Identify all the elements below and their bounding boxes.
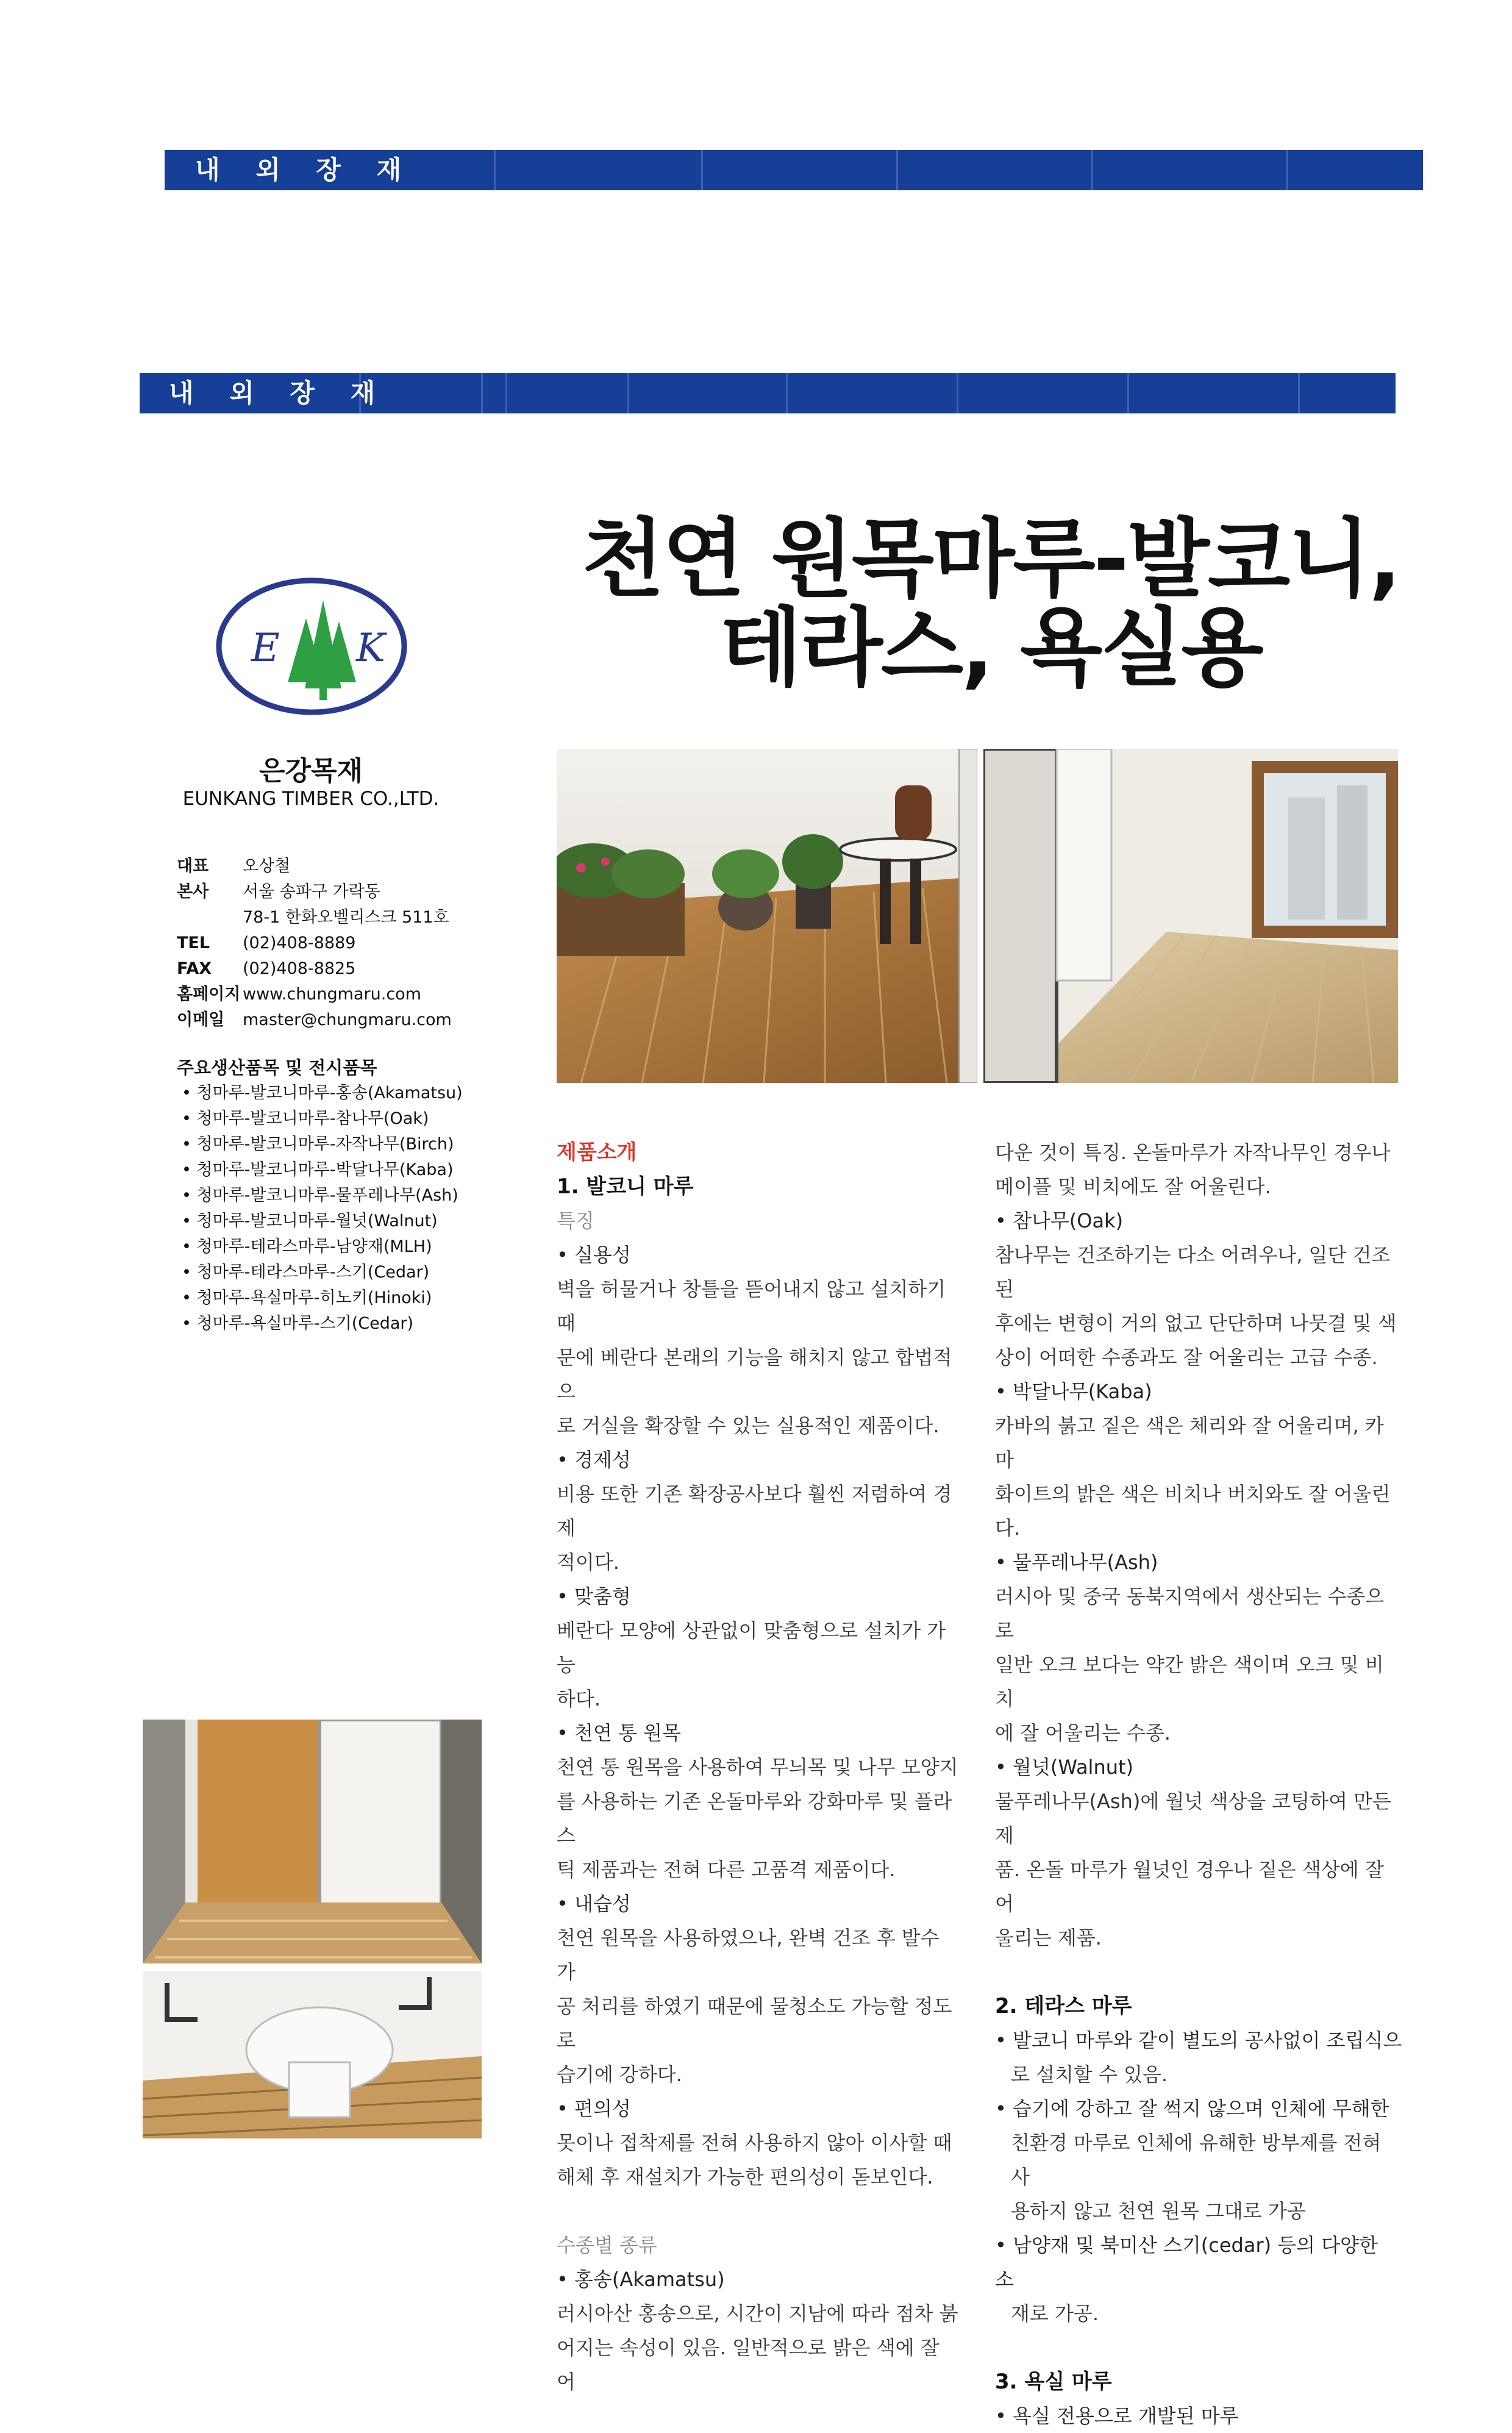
- body-line: 비용 또한 기존 확장공사보다 훨씬 저렴하여 경제: [557, 1482, 952, 1540]
- room-floor-photo: [983, 749, 1398, 1083]
- list-item: • 청마루-테라스마루-스기(Cedar): [182, 1260, 482, 1285]
- info-value: 78-1 한화오벨리스크 511호: [243, 908, 449, 927]
- subheading: 수종별 종류: [557, 2234, 657, 2257]
- article-title-line: 천연 원목마루-발코니,: [582, 510, 1400, 609]
- band-divider: [1286, 150, 1288, 190]
- body-line: 벽을 허물거나 창틀을 뜯어내지 않고 설치하기 때: [557, 1277, 946, 1335]
- band-divider: [957, 373, 958, 413]
- body-line: 어지는 속성이 있음. 일반적으로 밝은 색에 잘 어: [557, 2336, 940, 2393]
- bullet-item: • 내습성: [557, 1892, 631, 1915]
- bullet-item: • 맞춤형: [557, 1585, 631, 1608]
- body-line: 에 잘 어울리는 수종.: [995, 1721, 1171, 1745]
- bullet-item: • 참나무(Oak): [995, 1209, 1124, 1232]
- body-line: 천연 원목을 사용하였으나, 완벽 건조 후 발수 가: [557, 1926, 940, 1984]
- body-line: 일반 오크 보다는 약간 밝은 색이며 오크 및 비치: [995, 1653, 1384, 1710]
- list-item: • 청마루-발코니마루-홍송(Akamatsu): [182, 1081, 482, 1106]
- info-label: 대표: [177, 857, 209, 876]
- body-line: 로 거실을 확장할 수 있는 실용적인 제품이다.: [557, 1414, 940, 1437]
- body-line: 메이플 및 비치에도 잘 어울린다.: [995, 1175, 1271, 1198]
- body-line: 후에는 변형이 거의 없고 단단하며 나뭇결 및 색: [995, 1312, 1397, 1335]
- bullet-item: • 편의성: [557, 2097, 631, 2120]
- info-row: [177, 956, 469, 982]
- band-divider: [896, 150, 898, 190]
- bathroom-door-photo: [143, 1720, 482, 1963]
- body-line: 적이다.: [557, 1551, 619, 1574]
- article-title: [549, 510, 1433, 698]
- body-line: 공 처리를 하였기 때문에 물청소도 가능할 정도로: [557, 1995, 952, 2052]
- body-line: 러시아산 홍송으로, 시간이 지남에 따라 점차 붉: [557, 2302, 958, 2325]
- band-divider: [494, 150, 496, 190]
- article-column-2: [995, 1135, 1402, 2433]
- body-line: 화이트의 밝은 색은 비치나 버치와도 잘 어울린다.: [995, 1482, 1391, 1540]
- section-heading: 제품소개: [557, 1140, 637, 1165]
- section-heading: 2. 테라스 마루: [995, 1994, 1132, 2018]
- band-divider: [627, 373, 629, 413]
- subheading: 특징: [557, 1209, 594, 1232]
- info-label: [177, 905, 243, 931]
- list-item: • 청마루-발코니마루-박달나무(Kaba): [182, 1157, 482, 1183]
- body-line: 다운 것이 특징. 온돌마루가 자작나무인 경우나: [995, 1141, 1391, 1164]
- product-list: [177, 1055, 482, 1337]
- product-list-title: 주요생산품목 및 전시품목: [177, 1057, 377, 1078]
- article-column-1: [557, 1135, 962, 2399]
- list-item: • 청마루-발코니마루-물푸레나무(Ash): [182, 1183, 482, 1209]
- info-label: FAX: [177, 959, 212, 978]
- body-line: 재로 가공.: [1011, 2302, 1099, 2325]
- section-heading: 1. 발코니 마루: [557, 1174, 694, 1199]
- body-line: 품. 온돌 마루가 월넛인 경우나 짙은 색상에 잘 어: [995, 1858, 1384, 1915]
- info-row: [177, 1007, 469, 1033]
- info-row: [177, 931, 469, 956]
- section-band-main: [140, 373, 1396, 413]
- body-line: 상이 어떠한 수종과도 잘 어울리는 고급 수종.: [995, 1346, 1378, 1369]
- spacer: [557, 2194, 962, 2228]
- bathroom-toilet-photo: [143, 1971, 482, 2138]
- company-name-korean: 은강목재: [259, 756, 363, 787]
- info-row: [177, 905, 469, 931]
- email-link[interactable]: master@chungmaru.com: [243, 1010, 452, 1029]
- band-label: 내 외 장 재: [169, 378, 389, 408]
- list-item: • 청마루-발코니마루-자작나무(Birch): [182, 1132, 482, 1157]
- info-label: 이메일: [177, 1010, 225, 1029]
- band-divider: [786, 373, 788, 413]
- body-line: 친환경 마루로 인체에 유해한 방부제를 전혀 사: [1011, 2131, 1382, 2188]
- list-item: • 청마루-욕실마루-히노키(Hinoki): [182, 1285, 482, 1311]
- company-info: [177, 854, 469, 1033]
- section-band-top: [165, 150, 1423, 190]
- body-line: 카바의 붉고 짙은 색은 체리와 잘 어울리며, 카마: [995, 1414, 1384, 1471]
- list-item: • 청마루-발코니마루-월넛(Walnut): [182, 1209, 482, 1234]
- band-divider: [1127, 373, 1129, 413]
- band-divider: [1091, 150, 1093, 190]
- list-item: • 청마루-욕실마루-스기(Cedar): [182, 1311, 482, 1337]
- body-line: 용하지 않고 천연 원목 그대로 가공: [1011, 2199, 1306, 2223]
- body-line: 러시아 및 중국 동북지역에서 생산되는 수종으로: [995, 1585, 1385, 1642]
- bullet-item: • 발코니 마루와 같이 별도의 공사없이 조립식으: [995, 2029, 1402, 2052]
- info-value: (02)408-8889: [243, 934, 356, 952]
- company-logo: [215, 576, 408, 717]
- body-line: 해체 후 재설치가 가능한 편의성이 돋보인다.: [557, 2165, 933, 2188]
- body-line: 천연 통 원목을 사용하여 무늬목 및 나무 모양지: [557, 1756, 958, 1779]
- company-name-english: EUNKANG TIMBER CO.,LTD.: [182, 788, 440, 810]
- info-row: [177, 879, 469, 905]
- article-title-line: 테라스, 욕실용: [719, 599, 1262, 698]
- body-line: 습기에 강하다.: [557, 2063, 682, 2086]
- homepage-link[interactable]: www.chungmaru.com: [243, 985, 421, 1004]
- logo-letter: K: [356, 626, 385, 671]
- bullet-item: • 월넛(Walnut): [995, 1756, 1134, 1779]
- info-label: TEL: [177, 934, 210, 952]
- band-divider: [701, 150, 703, 190]
- info-value: 오상철: [243, 857, 291, 876]
- band-divider: [505, 373, 507, 413]
- bullet-item: • 실용성: [557, 1243, 631, 1267]
- body-line: 베란다 모양에 상관없이 맞춤형으로 설치가 가능: [557, 1619, 946, 1676]
- info-row: [177, 854, 469, 879]
- body-line: 하다.: [557, 1687, 601, 1710]
- bullet-item: • 욕실 전용으로 개발된 마루: [995, 2404, 1239, 2428]
- info-label: 홈페이지: [177, 985, 241, 1004]
- info-value: (02)408-8825: [243, 959, 356, 978]
- info-row: [177, 982, 469, 1007]
- body-line: 틱 제품과는 전혀 다른 고품격 제품이다.: [557, 1858, 896, 1881]
- bullet-item: • 박달나무(Kaba): [995, 1380, 1152, 1403]
- bullet-item: • 홍송(Akamatsu): [557, 2268, 725, 2291]
- info-value: 서울 송파구 가락동: [243, 882, 380, 901]
- bullet-item: • 경제성: [557, 1448, 631, 1471]
- bullet-item: • 남양재 및 북미산 스기(cedar) 등의 다양한 소: [995, 2234, 1378, 2291]
- info-label: 본사: [177, 882, 209, 901]
- body-line: 물푸레나무(Ash)에 월넛 색상을 코팅하여 만든 제: [995, 1790, 1392, 1847]
- band-label: 내 외 장 재: [195, 155, 415, 185]
- bullet-item: • 천연 통 원목: [557, 1721, 681, 1745]
- spacer: [995, 1955, 1402, 1989]
- body-line: 문에 베란다 본래의 기능을 해치지 않고 합법적으: [557, 1346, 952, 1403]
- band-divider: [481, 373, 483, 413]
- body-line: 를 사용하는 기존 온돌마루와 강화마루 및 플라스: [557, 1790, 952, 1847]
- section-heading: 3. 욕실 마루: [995, 2370, 1112, 2394]
- band-divider: [1298, 373, 1300, 413]
- logo-letter: E: [251, 626, 280, 671]
- body-line: 울리는 제품.: [995, 1926, 1102, 1949]
- body-line: 로 설치할 수 있음.: [1011, 2063, 1168, 2086]
- body-line: 참나무는 건조하기는 다소 어려우나, 일단 건조된: [995, 1243, 1391, 1301]
- list-item: • 청마루-발코니마루-참나무(Oak): [182, 1106, 482, 1132]
- list-item: • 청마루-테라스마루-남양재(MLH): [182, 1234, 482, 1260]
- balcony-photo: [557, 749, 977, 1083]
- bullet-item: • 물푸레나무(Ash): [995, 1551, 1158, 1574]
- body-line: 못이나 접착제를 전혀 사용하지 않아 이사할 때: [557, 2131, 952, 2154]
- bullet-item: • 습기에 강하고 잘 썩지 않으며 인체에 무해한: [995, 2097, 1389, 2120]
- spacer: [995, 2331, 1402, 2365]
